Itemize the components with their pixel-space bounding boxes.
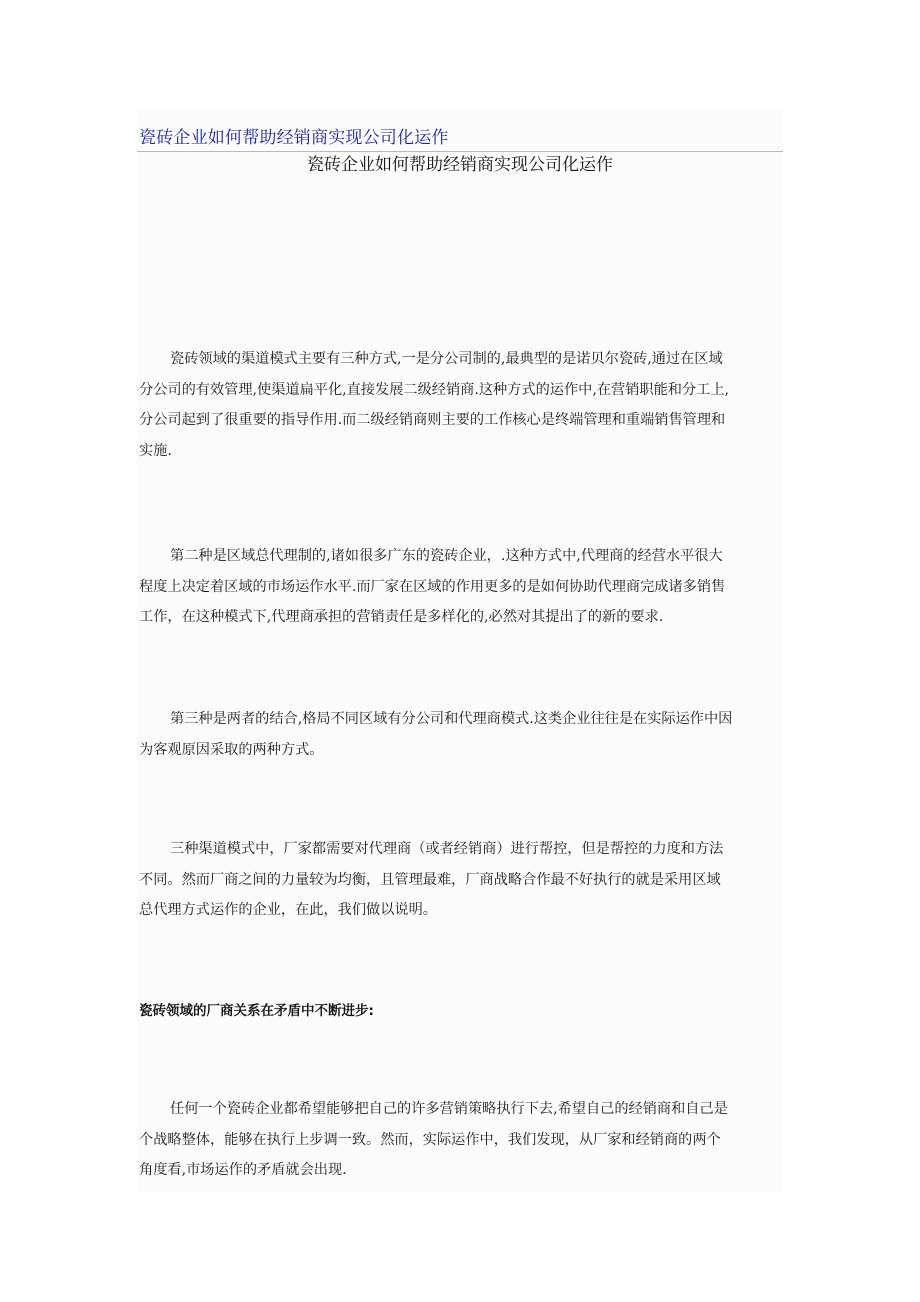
paragraph-3 — [139, 704, 783, 765]
paragraph-line: 任何一个瓷砖企业都希望能够把自己的许多营销策略执行下去,希望自己的经销商和自己是 — [170, 1101, 728, 1117]
paragraph-line: 实施. — [139, 442, 172, 459]
paragraph-line: 角度看,市场运作的矛盾就会出现. — [139, 1162, 347, 1178]
paragraph-line: 个战略整体，能够在执行上步调一致。然而，实际运作中，我们发现，从厂家和经销商的两个 — [139, 1131, 721, 1148]
paragraph-4 — [139, 834, 783, 926]
paragraph-line: 分公司的有效管理,使渠道扁平化,直接发展二级经销商.这种方式的运作中,在营销职能和分工上, — [139, 381, 730, 398]
paragraph-2 — [139, 541, 783, 633]
document-title: 瓷砖企业如何帮助经销商实现公司化运作 — [307, 155, 613, 175]
paragraph-line: 第三种是两者的结合,格局不同区域有分公司和代理商模式.这类企业往往是在实际运作中因 — [170, 711, 733, 727]
paragraph-line: 工作，在这种模式下,代理商承担的营销责任是多样化的,必然对其提出了的新的要求. — [139, 609, 664, 625]
paragraph-line: 瓷砖领域的渠道模式主要有三种方式,一是分公司制的,最典型的是诺贝尔瓷砖,通过在区域 — [170, 351, 723, 367]
paragraph-line: 三种渠道模式中，厂家都需要对代理商（或者经销商）进行帮控，但是帮控的力度和方法 — [170, 841, 724, 857]
paragraph-line: 程度上决定着区域的市场运作水平.而厂家在区域的作用更多的是如何协助代理商完成诸多销售 — [139, 578, 726, 595]
paragraph-5 — [139, 1094, 783, 1186]
header-divider — [137, 151, 783, 152]
paragraph-line: 总代理方式运作的企业，在此，我们做以说明。 — [139, 902, 437, 918]
section-heading: 瓷砖领域的厂商关系在矛盾中不断进步: — [139, 1003, 374, 1019]
header-title-link[interactable]: 瓷砖企业如何帮助经销商实现公司化运作 — [139, 128, 449, 148]
paragraph-line: 第二种是区域总代理制的,诸如很多广东的瓷砖企业，.这种方式中,代理商的经营水平很大 — [170, 548, 723, 564]
paragraph-line: 分公司起到了很重要的指导作用.而二级经销商则主要的工作核心是终端管理和重端销售管理和 — [139, 412, 726, 428]
paragraph-1 — [139, 344, 783, 466]
paragraph-line: 不同。然而厂商之间的力量较为均衡，且管理最难，厂商战略合作最不好执行的就是采用区域 — [139, 871, 721, 888]
document-page — [137, 110, 783, 1192]
paragraph-line: 为客观原因采取的两种方式。 — [139, 741, 324, 758]
